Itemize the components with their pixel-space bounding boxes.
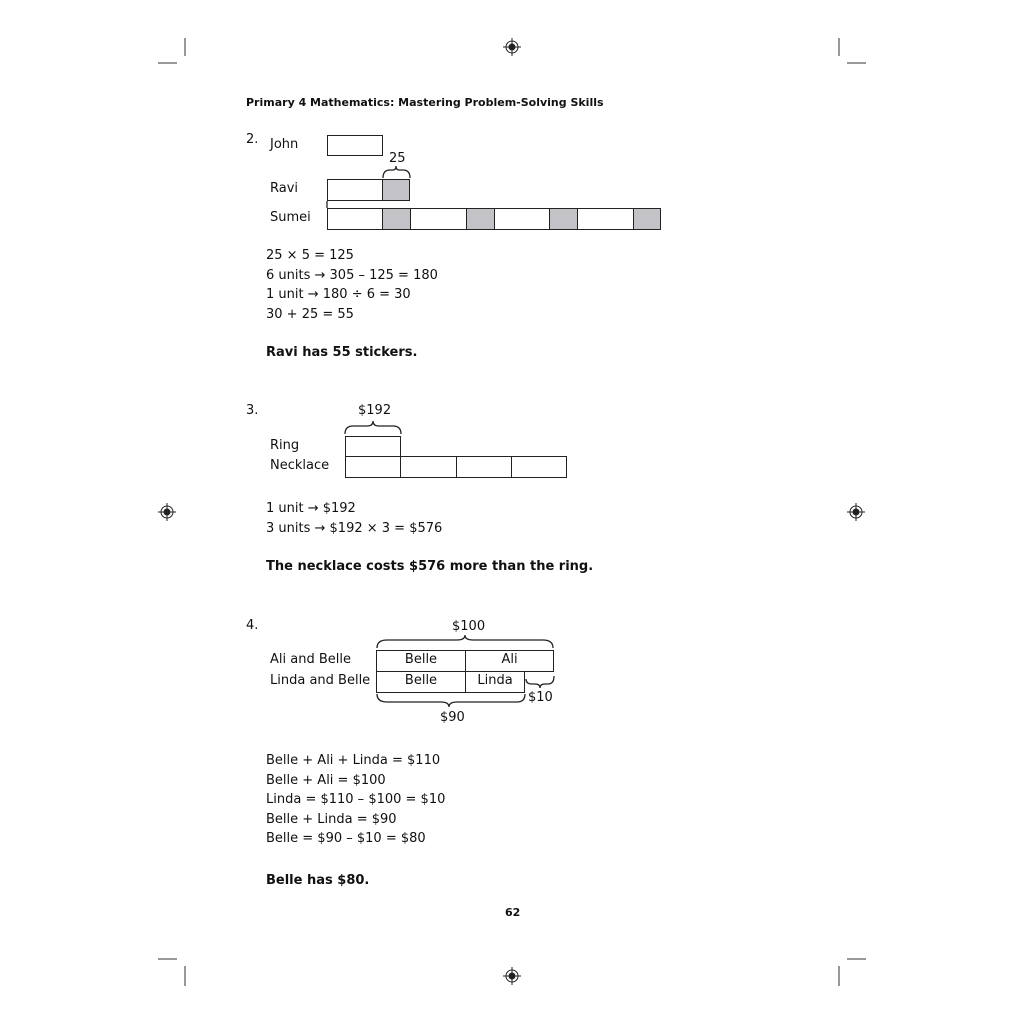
q4-step: Belle + Ali = $100 bbox=[266, 772, 386, 788]
q2-label-john: John bbox=[270, 137, 299, 152]
q2-label-ravi: Ravi bbox=[270, 181, 299, 196]
q2-step: 30 + 25 = 55 bbox=[266, 306, 354, 322]
q3-step: 1 unit → $192 bbox=[266, 501, 356, 516]
q4-label-ali-belle: Ali and Belle bbox=[270, 652, 351, 667]
q2-step: 6 units → 305 – 125 = 180 bbox=[266, 267, 438, 283]
q2-brace-value: 25 bbox=[389, 151, 406, 166]
q2-label-sumei: Sumei bbox=[270, 210, 311, 225]
q2-step: 25 × 5 = 125 bbox=[266, 248, 354, 263]
q3-answer: The necklace costs $576 more than the ring. bbox=[266, 559, 594, 574]
q2-number: 2. bbox=[246, 132, 259, 147]
q3-brace-value: $192 bbox=[358, 403, 392, 418]
q3-label-necklace: Necklace bbox=[270, 458, 330, 473]
q4-step: Belle + Linda = $90 bbox=[266, 811, 397, 827]
q2-step: 1 unit → 180 ÷ 6 = 30 bbox=[266, 287, 411, 302]
q4-step: Linda = $110 – $100 = $10 bbox=[266, 792, 446, 807]
q4-bottom-belle-label: Belle bbox=[404, 673, 438, 688]
q3-step: 3 units → $192 × 3 = $576 bbox=[266, 520, 443, 536]
q4-label-linda-belle: Linda and Belle bbox=[270, 673, 371, 688]
q4-side-brace-value: $10 bbox=[528, 690, 553, 705]
q4-number: 4. bbox=[246, 618, 259, 633]
q4-step: Belle + Ali + Linda = $110 bbox=[266, 753, 441, 768]
page-number: 62 bbox=[505, 906, 521, 919]
q4-step: Belle = $90 – $10 = $80 bbox=[266, 831, 426, 846]
q3-label-ring: Ring bbox=[270, 438, 300, 453]
q4-top-belle-label: Belle bbox=[404, 652, 438, 667]
q4-bottom-brace-value: $90 bbox=[440, 710, 465, 725]
q3-number: 3. bbox=[246, 403, 259, 418]
q2-answer: Ravi has 55 stickers. bbox=[266, 345, 418, 360]
running-header: Primary 4 Mathematics: Mastering Problem-Solving Skills bbox=[246, 96, 604, 109]
q4-top-brace-value: $100 bbox=[452, 619, 486, 634]
q4-answer: Belle has $80. bbox=[266, 873, 370, 888]
q4-top-ali-label: Ali bbox=[501, 652, 518, 667]
q4-bottom-linda-label: Linda bbox=[477, 673, 513, 688]
